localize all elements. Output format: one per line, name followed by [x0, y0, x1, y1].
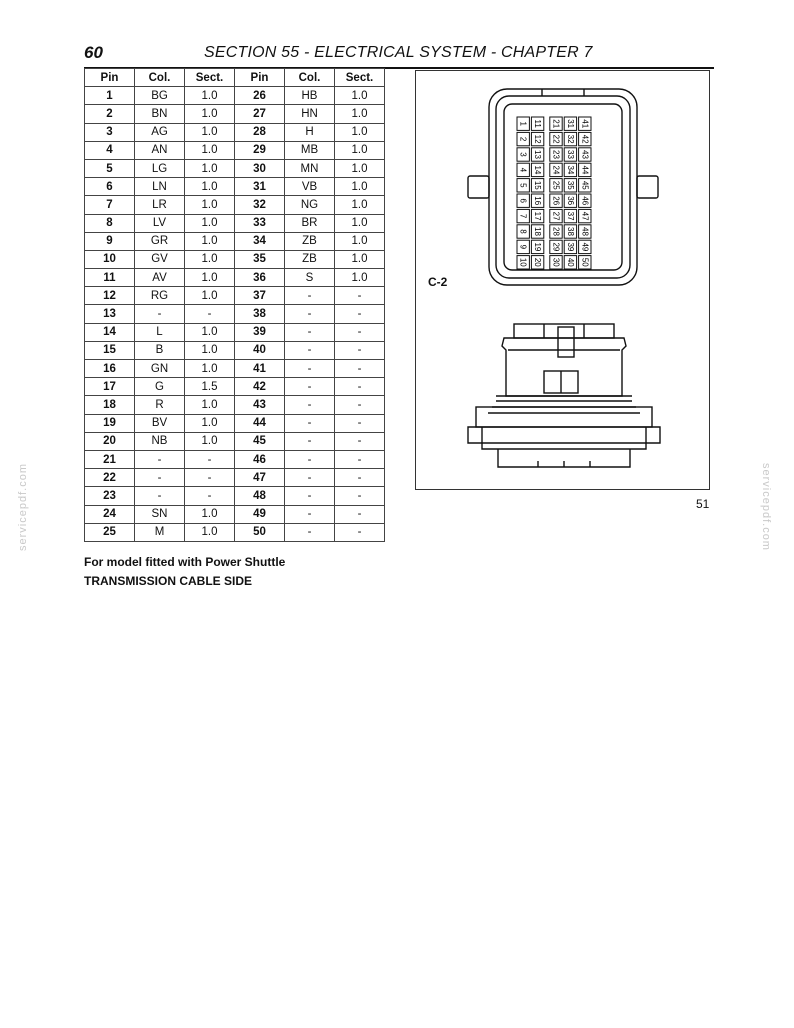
table-row	[85, 159, 385, 177]
wire-section-cell: -	[335, 323, 385, 341]
wire-color-cell: MB	[285, 141, 335, 159]
wire-section-cell: -	[185, 305, 235, 323]
pin-number-cell: 44	[235, 414, 285, 432]
pin-number-cell: 26	[235, 87, 285, 105]
wire-color-cell: AV	[135, 269, 185, 287]
wire-color-cell: -	[285, 305, 335, 323]
wire-color-cell: LV	[135, 214, 185, 232]
pin-number-cell: 13	[85, 305, 135, 323]
wire-section-cell: 1.0	[335, 250, 385, 268]
table-header-row	[85, 69, 385, 87]
wire-section-cell: -	[335, 523, 385, 541]
pin-number-cell: 14	[85, 323, 135, 341]
caption-model: For model fitted with Power Shuttle	[84, 555, 286, 569]
pin-number-cell: 39	[235, 323, 285, 341]
pin-number-cell: 10	[85, 250, 135, 268]
wire-section-cell: 1.0	[335, 196, 385, 214]
wire-section-cell: 1.0	[185, 287, 235, 305]
wire-section-cell: 1.0	[185, 432, 235, 450]
pin-number-cell: 31	[235, 178, 285, 196]
wire-color-cell: H	[285, 123, 335, 141]
table-row	[85, 396, 385, 414]
wire-section-cell: -	[335, 432, 385, 450]
pin-cavity-number: 18	[533, 227, 543, 236]
pin-number-cell: 15	[85, 341, 135, 359]
pin-cavity-number: 47	[580, 211, 590, 221]
wire-section-cell: 1.0	[185, 360, 235, 378]
pin-cavity-number: 12	[533, 134, 543, 144]
wire-color-cell: LR	[135, 196, 185, 214]
pin-cavity-number: 22	[551, 134, 561, 144]
table-row	[85, 487, 385, 505]
wire-color-cell: AN	[135, 141, 185, 159]
wire-color-cell: NB	[135, 432, 185, 450]
pin-number-cell: 7	[85, 196, 135, 214]
wire-color-cell: NG	[285, 196, 335, 214]
wire-section-cell: 1.0	[185, 323, 235, 341]
pin-number-cell: 36	[235, 269, 285, 287]
wire-color-cell: B	[135, 341, 185, 359]
wire-section-cell: 1.0	[185, 523, 235, 541]
section-title: SECTION 55 - ELECTRICAL SYSTEM - CHAPTER 7	[204, 44, 593, 61]
wire-section-cell: 1.0	[185, 414, 235, 432]
pin-number-cell: 25	[85, 523, 135, 541]
pin-number-cell: 18	[85, 396, 135, 414]
pin-number-cell: 17	[85, 378, 135, 396]
table-row	[85, 378, 385, 396]
table-row	[85, 178, 385, 196]
wire-color-cell: S	[285, 269, 335, 287]
wire-color-cell: -	[285, 360, 335, 378]
column-header: Pin	[235, 69, 285, 87]
table-row	[85, 414, 385, 432]
wire-section-cell: 1.0	[335, 123, 385, 141]
wire-section-cell: 1.0	[185, 250, 235, 268]
wire-color-cell: -	[285, 396, 335, 414]
watermark-right: servicepdf.com	[760, 463, 772, 551]
wire-section-cell: -	[335, 487, 385, 505]
pin-table	[84, 68, 385, 542]
wire-section-cell: -	[335, 469, 385, 487]
wire-color-cell: -	[285, 323, 335, 341]
pin-number-cell: 9	[85, 232, 135, 250]
wire-color-cell: -	[135, 469, 185, 487]
pin-number-cell: 22	[85, 469, 135, 487]
wire-color-cell: RG	[135, 287, 185, 305]
pin-number-cell: 5	[85, 159, 135, 177]
wire-section-cell: -	[185, 469, 235, 487]
pin-cavity-number: 34	[565, 165, 575, 175]
table-row	[85, 123, 385, 141]
table-row	[85, 141, 385, 159]
table-row	[85, 196, 385, 214]
table-row	[85, 323, 385, 341]
wire-color-cell: BG	[135, 87, 185, 105]
wire-color-cell: -	[285, 432, 335, 450]
wire-section-cell: -	[185, 487, 235, 505]
pin-cavity-number: 8	[518, 229, 528, 234]
wire-section-cell: 1.0	[335, 87, 385, 105]
pin-cavity-number: 9	[518, 244, 528, 250]
pin-number-cell: 34	[235, 232, 285, 250]
pin-cavity-number: 28	[551, 227, 561, 236]
wire-section-cell: 1.0	[185, 232, 235, 250]
pin-cavity-number: 45	[580, 180, 590, 190]
wire-section-cell: 1.0	[185, 214, 235, 232]
wire-section-cell: 1.0	[335, 269, 385, 287]
page-header	[84, 43, 714, 67]
table-row	[85, 432, 385, 450]
pin-number-cell: 3	[85, 123, 135, 141]
wire-color-cell: GR	[135, 232, 185, 250]
pin-number-cell: 12	[85, 287, 135, 305]
wire-color-cell: -	[285, 469, 335, 487]
wire-section-cell: 1.0	[335, 105, 385, 123]
pin-number-cell: 28	[235, 123, 285, 141]
pin-cavity-number: 30	[551, 257, 561, 267]
wire-color-cell: L	[135, 323, 185, 341]
pin-cavity-number: 49	[580, 242, 590, 252]
pin-cavity-number: 17	[533, 211, 543, 221]
wire-color-cell: GN	[135, 360, 185, 378]
column-header: Sect.	[335, 69, 385, 87]
wire-section-cell: -	[185, 450, 235, 468]
connector-drawing	[416, 71, 711, 491]
wire-section-cell: 1.0	[185, 141, 235, 159]
pin-number-cell: 49	[235, 505, 285, 523]
pin-cavity-number: 3	[518, 152, 528, 157]
pin-cavity-number: 23	[551, 150, 561, 159]
wire-section-cell: 1.5	[185, 378, 235, 396]
pin-cavity-number: 46	[580, 196, 590, 206]
wire-color-cell: VB	[285, 178, 335, 196]
wire-section-cell: 1.0	[335, 159, 385, 177]
wire-color-cell: -	[285, 287, 335, 305]
pin-cavity-number: 38	[565, 227, 575, 236]
pin-cavity-number: 10	[518, 257, 528, 267]
pin-number-cell: 27	[235, 105, 285, 123]
wire-color-cell: ZB	[285, 232, 335, 250]
table-row	[85, 505, 385, 523]
connector-pin-grid	[517, 117, 591, 269]
wire-color-cell: ZB	[285, 250, 335, 268]
wire-section-cell: 1.0	[185, 269, 235, 287]
wire-section-cell: 1.0	[185, 341, 235, 359]
wire-color-cell: BV	[135, 414, 185, 432]
wire-color-cell: -	[135, 450, 185, 468]
pin-cavity-number: 41	[580, 119, 590, 129]
pin-cavity-number: 7	[518, 213, 528, 219]
pin-number-cell: 50	[235, 523, 285, 541]
pin-number-cell: 41	[235, 360, 285, 378]
wire-section-cell: -	[335, 287, 385, 305]
figure-number: 51	[696, 497, 710, 511]
pin-cavity-number: 40	[565, 257, 575, 267]
pin-number-cell: 19	[85, 414, 135, 432]
wire-section-cell: -	[335, 414, 385, 432]
pin-cavity-number: 14	[533, 165, 543, 175]
wire-color-cell: M	[135, 523, 185, 541]
wire-color-cell: BR	[285, 214, 335, 232]
pin-number-cell: 2	[85, 105, 135, 123]
pin-cavity-number: 42	[580, 134, 590, 144]
wire-color-cell: BN	[135, 105, 185, 123]
pin-number-cell: 8	[85, 214, 135, 232]
table-row	[85, 87, 385, 105]
wire-color-cell: -	[135, 305, 185, 323]
pin-number-cell: 42	[235, 378, 285, 396]
connector-label: C-2	[428, 275, 448, 289]
table-row	[85, 469, 385, 487]
connector-side-view	[468, 324, 660, 467]
table-row	[85, 305, 385, 323]
pin-cavity-number: 20	[533, 257, 543, 267]
wire-color-cell: HN	[285, 105, 335, 123]
column-header: Pin	[85, 69, 135, 87]
pin-cavity-number: 29	[551, 242, 561, 252]
pin-number-cell: 24	[85, 505, 135, 523]
pin-number-cell: 47	[235, 469, 285, 487]
wire-section-cell: -	[335, 360, 385, 378]
pin-number-cell: 32	[235, 196, 285, 214]
pin-cavity-number: 50	[580, 257, 590, 267]
pin-cavity-number: 27	[551, 211, 561, 221]
wire-color-cell: -	[285, 505, 335, 523]
pin-cavity-number: 25	[551, 180, 561, 190]
pin-cavity-number: 4	[518, 167, 528, 173]
table-row	[85, 450, 385, 468]
wire-section-cell: -	[335, 396, 385, 414]
table-row	[85, 232, 385, 250]
pin-cavity-number: 21	[551, 119, 561, 129]
pin-cavity-number: 44	[580, 165, 590, 175]
wire-section-cell: 1.0	[185, 178, 235, 196]
pin-cavity-number: 33	[565, 150, 575, 159]
pin-cavity-number: 5	[518, 183, 528, 188]
pin-number-cell: 46	[235, 450, 285, 468]
pin-cavity-number: 36	[565, 196, 575, 206]
pin-number-cell: 38	[235, 305, 285, 323]
wire-color-cell: R	[135, 396, 185, 414]
pin-number-cell: 40	[235, 341, 285, 359]
pin-number-cell: 48	[235, 487, 285, 505]
wire-color-cell: GV	[135, 250, 185, 268]
wire-section-cell: 1.0	[185, 123, 235, 141]
pin-cavity-number: 31	[565, 119, 575, 129]
table-row	[85, 341, 385, 359]
wire-section-cell: 1.0	[335, 214, 385, 232]
wire-section-cell: 1.0	[335, 178, 385, 196]
pin-cavity-number: 2	[518, 136, 528, 142]
pin-cavity-number: 48	[580, 227, 590, 236]
pin-cavity-number: 43	[580, 150, 590, 159]
wire-color-cell: AG	[135, 123, 185, 141]
pin-cavity-number: 16	[533, 196, 543, 206]
connector-figure	[415, 70, 710, 490]
wire-section-cell: 1.0	[185, 396, 235, 414]
pin-number-cell: 6	[85, 178, 135, 196]
wire-color-cell: G	[135, 378, 185, 396]
table-row	[85, 360, 385, 378]
pin-number-cell: 4	[85, 141, 135, 159]
pin-number-cell: 21	[85, 450, 135, 468]
wire-section-cell: -	[335, 378, 385, 396]
wire-section-cell: 1.0	[185, 105, 235, 123]
pin-number-cell: 37	[235, 287, 285, 305]
connector-face	[468, 89, 658, 285]
wire-section-cell: 1.0	[185, 87, 235, 105]
wire-color-cell: SN	[135, 505, 185, 523]
pin-cavity-number: 39	[565, 242, 575, 252]
wire-section-cell: -	[335, 305, 385, 323]
wire-section-cell: 1.0	[335, 141, 385, 159]
wire-section-cell: 1.0	[185, 159, 235, 177]
pin-number-cell: 33	[235, 214, 285, 232]
wire-color-cell: -	[285, 523, 335, 541]
wire-section-cell: 1.0	[185, 505, 235, 523]
wire-color-cell: -	[285, 378, 335, 396]
pin-table-body	[85, 87, 385, 542]
wire-color-cell: -	[135, 487, 185, 505]
pin-cavity-number: 26	[551, 196, 561, 206]
wire-color-cell: HB	[285, 87, 335, 105]
column-header: Sect.	[185, 69, 235, 87]
table-row	[85, 269, 385, 287]
pin-cavity-number: 19	[533, 242, 543, 252]
pin-cavity-number: 15	[533, 180, 543, 190]
pin-cavity-number: 6	[518, 198, 528, 203]
wire-color-cell: LN	[135, 178, 185, 196]
wire-section-cell: -	[335, 505, 385, 523]
wire-color-cell: -	[285, 487, 335, 505]
table-row	[85, 214, 385, 232]
pin-cavity-number: 37	[565, 211, 575, 221]
wire-color-cell: -	[285, 341, 335, 359]
wire-section-cell: 1.0	[185, 196, 235, 214]
pin-cavity-number: 11	[533, 119, 543, 128]
column-header: Col.	[135, 69, 185, 87]
table-row	[85, 523, 385, 541]
pin-number-cell: 1	[85, 87, 135, 105]
pin-cavity-number: 32	[565, 134, 575, 144]
wire-section-cell: -	[335, 341, 385, 359]
wire-color-cell: -	[285, 414, 335, 432]
pin-number-cell: 45	[235, 432, 285, 450]
wire-color-cell: MN	[285, 159, 335, 177]
pin-cavity-number: 13	[533, 150, 543, 159]
pin-number-cell: 30	[235, 159, 285, 177]
wire-section-cell: 1.0	[335, 232, 385, 250]
pin-number-cell: 20	[85, 432, 135, 450]
pin-number-cell: 29	[235, 141, 285, 159]
pin-cavity-number: 24	[551, 165, 561, 175]
pin-cavity-number: 35	[565, 180, 575, 190]
wire-color-cell: -	[285, 450, 335, 468]
pin-number-cell: 35	[235, 250, 285, 268]
pin-cavity-number: 1	[518, 121, 528, 126]
page-number: 60	[84, 43, 103, 62]
column-header: Col.	[285, 69, 335, 87]
pin-number-cell: 11	[85, 269, 135, 287]
pin-number-cell: 43	[235, 396, 285, 414]
table-row	[85, 250, 385, 268]
pin-number-cell: 23	[85, 487, 135, 505]
pin-number-cell: 16	[85, 360, 135, 378]
wire-color-cell: LG	[135, 159, 185, 177]
watermark-left: servicepdf.com	[17, 463, 29, 551]
wire-section-cell: -	[335, 450, 385, 468]
caption-cable-side: TRANSMISSION CABLE SIDE	[84, 574, 253, 588]
table-row	[85, 287, 385, 305]
table-row	[85, 105, 385, 123]
